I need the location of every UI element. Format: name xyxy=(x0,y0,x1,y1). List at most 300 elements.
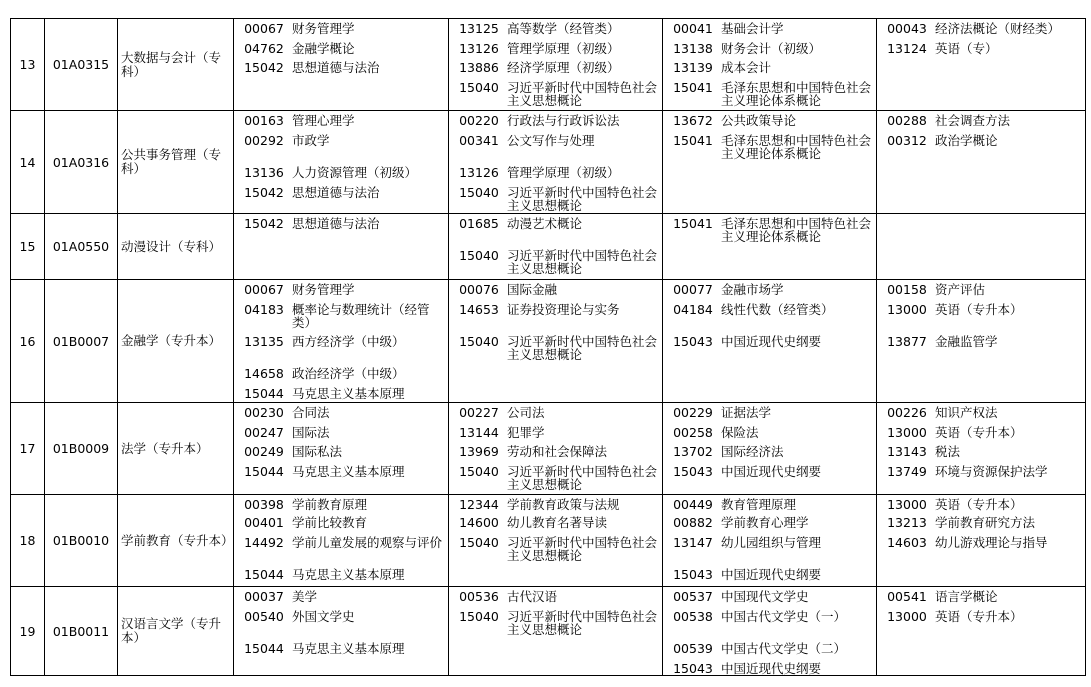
course-name: 财务会计（初级） xyxy=(721,41,822,56)
course-code: 15043 xyxy=(673,661,713,676)
course-name: 学前比较教育 xyxy=(292,515,368,530)
course-item xyxy=(236,166,446,180)
course-item xyxy=(451,61,660,75)
major-name: 动漫设计（专科） xyxy=(118,214,234,280)
major-code: 01A0550 xyxy=(45,214,118,280)
course-code: 00536 xyxy=(459,589,499,604)
course-item xyxy=(236,642,446,656)
course-item xyxy=(879,134,1083,148)
course-code: 13139 xyxy=(673,60,713,75)
row-number: 19 xyxy=(11,587,45,676)
course-item xyxy=(451,498,660,512)
course-item xyxy=(451,249,660,275)
course-code: 15043 xyxy=(673,334,713,349)
course-name: 中国近现代史纲要 xyxy=(721,567,822,582)
course-name: 幼儿游戏理论与指导 xyxy=(935,535,1048,550)
course-item xyxy=(879,536,1083,550)
course-item xyxy=(236,114,446,128)
course-name: 美学 xyxy=(292,589,318,604)
course-name: 财务管理学 xyxy=(292,282,355,297)
course-name: 公司法 xyxy=(507,405,545,420)
course-name: 思想道德与法治 xyxy=(292,185,380,200)
course-code: 13147 xyxy=(673,535,713,550)
course-item xyxy=(236,186,446,200)
course-item xyxy=(236,445,446,459)
course-group xyxy=(877,495,1086,587)
course-code: 00258 xyxy=(673,425,713,440)
course-group xyxy=(663,19,877,111)
course-code: 00230 xyxy=(244,405,284,420)
course-code: 00292 xyxy=(244,133,284,148)
course-code: 15040 xyxy=(459,535,499,550)
course-code: 14603 xyxy=(887,535,927,550)
course-group xyxy=(449,403,663,495)
course-name: 资产评估 xyxy=(935,282,986,297)
course-item xyxy=(236,22,446,36)
course-name: 保险法 xyxy=(721,425,759,440)
course-item xyxy=(451,590,660,604)
course-name: 证券投资理论与实务 xyxy=(507,302,620,317)
course-code: 13886 xyxy=(459,60,499,75)
major-name: 法学（专升本） xyxy=(118,403,234,495)
course-item xyxy=(236,387,446,401)
course-name: 管理学原理（初级） xyxy=(507,41,620,56)
course-code: 04183 xyxy=(244,302,284,317)
course-code: 00226 xyxy=(887,405,927,420)
course-group xyxy=(877,214,1086,280)
course-name: 毛泽东思想和中国特色社会主义理论体系概论 xyxy=(721,133,872,161)
course-code: 13125 xyxy=(459,21,499,36)
course-name: 中国现代文学史 xyxy=(721,589,809,604)
course-code: 00247 xyxy=(244,425,284,440)
course-code: 00537 xyxy=(673,589,713,604)
course-code: 13702 xyxy=(673,444,713,459)
major-code: 01B0010 xyxy=(45,495,118,587)
course-item xyxy=(451,114,660,128)
course-item xyxy=(236,367,446,381)
course-name: 合同法 xyxy=(292,405,330,420)
course-group xyxy=(449,19,663,111)
course-code: 15040 xyxy=(459,609,499,624)
course-code: 00249 xyxy=(244,444,284,459)
course-item xyxy=(665,536,874,550)
course-item xyxy=(451,81,660,107)
course-item xyxy=(665,81,874,107)
course-item xyxy=(665,590,874,604)
course-code: 14492 xyxy=(244,535,284,550)
course-name: 英语（专升本） xyxy=(935,302,1023,317)
course-item xyxy=(236,406,446,420)
row-number: 16 xyxy=(11,280,45,403)
course-item xyxy=(879,406,1083,420)
course-item xyxy=(451,406,660,420)
course-item xyxy=(879,590,1083,604)
course-name: 幼儿教育名著导读 xyxy=(507,515,608,530)
course-name: 国际法 xyxy=(292,425,330,440)
course-item xyxy=(451,22,660,36)
course-item xyxy=(451,283,660,297)
course-name: 中国古代文学史（二） xyxy=(721,641,847,656)
course-item xyxy=(665,217,874,243)
course-code: 13126 xyxy=(459,165,499,180)
course-item xyxy=(451,134,660,148)
course-name: 毛泽东思想和中国特色社会主义理论体系概论 xyxy=(721,216,872,244)
course-item xyxy=(236,335,446,349)
major-code: 01B0011 xyxy=(45,587,118,676)
course-code: 00043 xyxy=(887,21,927,36)
course-name: 马克思主义基本原理 xyxy=(292,567,405,582)
course-item xyxy=(236,568,446,582)
course-name: 英语（专升本） xyxy=(935,497,1023,512)
course-item xyxy=(879,42,1083,56)
course-item xyxy=(665,465,874,479)
course-name: 幼儿园组织与管理 xyxy=(721,535,822,550)
course-name: 金融学概论 xyxy=(292,41,355,56)
course-code: 13877 xyxy=(887,334,927,349)
course-item xyxy=(236,134,446,148)
course-item xyxy=(236,61,446,75)
table-row xyxy=(11,19,1086,111)
course-name: 中国近现代史纲要 xyxy=(721,661,822,676)
course-name: 马克思主义基本原理 xyxy=(292,464,405,479)
row-number: 14 xyxy=(11,111,45,214)
course-item xyxy=(665,610,874,624)
course-item xyxy=(451,445,660,459)
course-code: 13749 xyxy=(887,464,927,479)
course-item xyxy=(451,516,660,530)
course-item xyxy=(665,61,874,75)
course-name: 中国近现代史纲要 xyxy=(721,464,822,479)
course-item xyxy=(879,465,1083,479)
course-code: 13000 xyxy=(887,425,927,440)
course-item xyxy=(665,42,874,56)
course-name: 英语（专） xyxy=(935,41,998,56)
course-name: 知识产权法 xyxy=(935,405,998,420)
course-code: 00341 xyxy=(459,133,499,148)
course-code: 13135 xyxy=(244,334,284,349)
table-row xyxy=(11,214,1086,280)
course-code: 15040 xyxy=(459,464,499,479)
course-group xyxy=(449,214,663,280)
row-number: 13 xyxy=(11,19,45,111)
course-name: 思想道德与法治 xyxy=(292,216,380,231)
course-item xyxy=(665,426,874,440)
course-code: 13138 xyxy=(673,41,713,56)
exam-schedule-table xyxy=(10,18,1086,676)
course-group xyxy=(663,403,877,495)
course-group xyxy=(877,403,1086,495)
course-code: 00540 xyxy=(244,609,284,624)
course-code: 15040 xyxy=(459,248,499,263)
course-name: 环境与资源保护法学 xyxy=(935,464,1048,479)
course-item xyxy=(236,217,446,231)
course-code: 00041 xyxy=(673,21,713,36)
course-name: 思想道德与法治 xyxy=(292,60,380,75)
course-name: 习近平新时代中国特色社会主义思想概论 xyxy=(507,609,658,637)
course-name: 动漫艺术概论 xyxy=(507,216,583,231)
course-name: 公共政策导论 xyxy=(721,113,797,128)
major-code: 01A0316 xyxy=(45,111,118,214)
course-code: 15040 xyxy=(459,80,499,95)
course-code: 15044 xyxy=(244,567,284,582)
course-name: 成本会计 xyxy=(721,60,772,75)
course-group xyxy=(449,587,663,676)
course-group xyxy=(449,111,663,214)
course-name: 管理学原理（初级） xyxy=(507,165,620,180)
course-item xyxy=(236,498,446,512)
course-name: 金融监管学 xyxy=(935,334,998,349)
course-item xyxy=(879,22,1083,36)
course-code: 13126 xyxy=(459,41,499,56)
course-code: 00077 xyxy=(673,282,713,297)
course-name: 劳动和社会保障法 xyxy=(507,444,608,459)
course-code: 14600 xyxy=(459,515,499,530)
course-item xyxy=(879,114,1083,128)
course-item xyxy=(451,303,660,317)
course-name: 高等数学（经管类） xyxy=(507,21,620,36)
course-name: 马克思主义基本原理 xyxy=(292,641,405,656)
course-name: 基础会计学 xyxy=(721,21,784,36)
course-name: 证据法学 xyxy=(721,405,772,420)
course-name: 中国近现代史纲要 xyxy=(721,334,822,349)
course-group xyxy=(663,280,877,403)
course-code: 14658 xyxy=(244,366,284,381)
course-item xyxy=(451,426,660,440)
table-row xyxy=(11,111,1086,214)
course-item xyxy=(451,186,660,212)
course-item xyxy=(665,134,874,160)
course-code: 15044 xyxy=(244,386,284,401)
course-name: 学前教育政策与法规 xyxy=(507,497,620,512)
course-code: 00076 xyxy=(459,282,499,297)
course-name: 马克思主义基本原理 xyxy=(292,386,405,401)
course-name: 线性代数（经管类） xyxy=(721,302,834,317)
row-number: 18 xyxy=(11,495,45,587)
course-name: 公文写作与处理 xyxy=(507,133,595,148)
course-name: 学前教育原理 xyxy=(292,497,368,512)
course-code: 00538 xyxy=(673,609,713,624)
course-item xyxy=(665,335,874,349)
course-item xyxy=(451,610,660,636)
course-code: 01685 xyxy=(459,216,499,231)
course-code: 15041 xyxy=(673,216,713,231)
course-group xyxy=(663,495,877,587)
course-code: 00312 xyxy=(887,133,927,148)
course-item xyxy=(236,610,446,624)
course-item xyxy=(665,283,874,297)
table-row xyxy=(11,495,1086,587)
course-name: 政治学概论 xyxy=(935,133,998,148)
row-number: 17 xyxy=(11,403,45,495)
course-code: 00037 xyxy=(244,589,284,604)
course-name: 市政学 xyxy=(292,133,330,148)
course-code: 00541 xyxy=(887,589,927,604)
course-group xyxy=(663,111,877,214)
course-code: 15042 xyxy=(244,185,284,200)
course-item xyxy=(236,283,446,297)
course-code: 15043 xyxy=(673,464,713,479)
major-name: 公共事务管理（专科） xyxy=(118,111,234,214)
course-item xyxy=(451,335,660,361)
course-code: 04762 xyxy=(244,41,284,56)
course-code: 00288 xyxy=(887,113,927,128)
course-name: 语言学概论 xyxy=(935,589,998,604)
course-name: 习近平新时代中国特色社会主义思想概论 xyxy=(507,248,658,276)
course-item xyxy=(879,516,1083,530)
course-item xyxy=(451,42,660,56)
course-item xyxy=(879,610,1083,624)
course-name: 概率论与数理统计（经管类） xyxy=(292,302,430,330)
course-code: 15041 xyxy=(673,133,713,148)
course-name: 外国文学史 xyxy=(292,609,355,624)
course-name: 毛泽东思想和中国特色社会主义理论体系概论 xyxy=(721,80,872,108)
course-group xyxy=(877,111,1086,214)
course-name: 西方经济学（中级） xyxy=(292,334,405,349)
course-code: 00539 xyxy=(673,641,713,656)
major-code: 01A0315 xyxy=(45,19,118,111)
course-item xyxy=(665,406,874,420)
course-name: 管理心理学 xyxy=(292,113,355,128)
course-item xyxy=(236,590,446,604)
course-group xyxy=(234,495,449,587)
course-item xyxy=(665,445,874,459)
course-item xyxy=(451,536,660,562)
course-code: 00067 xyxy=(244,282,284,297)
course-group xyxy=(234,587,449,676)
course-code: 00401 xyxy=(244,515,284,530)
course-code: 00449 xyxy=(673,497,713,512)
course-name: 经济学原理（初级） xyxy=(507,60,620,75)
course-item xyxy=(879,283,1083,297)
course-code: 00067 xyxy=(244,21,284,36)
course-item xyxy=(236,516,446,530)
course-item xyxy=(665,22,874,36)
course-name: 习近平新时代中国特色社会主义思想概论 xyxy=(507,464,658,492)
course-name: 财务管理学 xyxy=(292,21,355,36)
course-code: 15042 xyxy=(244,216,284,231)
course-item xyxy=(451,166,660,180)
course-code: 12344 xyxy=(459,497,499,512)
course-code: 13124 xyxy=(887,41,927,56)
course-item xyxy=(665,498,874,512)
course-item xyxy=(665,114,874,128)
course-code: 13969 xyxy=(459,444,499,459)
course-code: 00229 xyxy=(673,405,713,420)
course-group xyxy=(234,280,449,403)
course-group xyxy=(877,280,1086,403)
table-row xyxy=(11,587,1086,676)
course-code: 13136 xyxy=(244,165,284,180)
table-body xyxy=(11,19,1086,676)
course-name: 犯罪学 xyxy=(507,425,545,440)
course-code: 15040 xyxy=(459,185,499,200)
major-name: 学前教育（专升本） xyxy=(118,495,234,587)
course-name: 习近平新时代中国特色社会主义思想概论 xyxy=(507,185,658,213)
course-name: 习近平新时代中国特色社会主义思想概论 xyxy=(507,535,658,563)
course-code: 15043 xyxy=(673,567,713,582)
course-item xyxy=(665,303,874,317)
course-code: 00227 xyxy=(459,405,499,420)
course-code: 13213 xyxy=(887,515,927,530)
course-code: 13143 xyxy=(887,444,927,459)
major-code: 01B0009 xyxy=(45,403,118,495)
course-group xyxy=(449,495,663,587)
course-item xyxy=(665,568,874,582)
course-code: 00163 xyxy=(244,113,284,128)
course-code: 13000 xyxy=(887,302,927,317)
course-name: 社会调查方法 xyxy=(935,113,1011,128)
course-group xyxy=(234,19,449,111)
course-code: 13000 xyxy=(887,609,927,624)
course-code: 15044 xyxy=(244,464,284,479)
course-code: 13000 xyxy=(887,497,927,512)
course-item xyxy=(665,642,874,656)
course-code: 00220 xyxy=(459,113,499,128)
table-row xyxy=(11,280,1086,403)
major-name: 大数据与会计（专科） xyxy=(118,19,234,111)
course-name: 学前教育心理学 xyxy=(721,515,809,530)
course-name: 行政法与行政诉讼法 xyxy=(507,113,620,128)
course-code: 15044 xyxy=(244,641,284,656)
major-name: 汉语言文学（专升本） xyxy=(118,587,234,676)
course-item xyxy=(879,445,1083,459)
course-name: 学前教育研究方法 xyxy=(935,515,1036,530)
course-code: 15042 xyxy=(244,60,284,75)
major-code: 01B0007 xyxy=(45,280,118,403)
course-name: 国际金融 xyxy=(507,282,558,297)
course-item xyxy=(665,516,874,530)
course-name: 税法 xyxy=(935,444,961,459)
course-group xyxy=(877,587,1086,676)
course-group xyxy=(449,280,663,403)
course-code: 14653 xyxy=(459,302,499,317)
course-item xyxy=(236,426,446,440)
course-item xyxy=(879,498,1083,512)
course-name: 英语（专升本） xyxy=(935,609,1023,624)
course-name: 国际经济法 xyxy=(721,444,784,459)
course-code: 04184 xyxy=(673,302,713,317)
course-name: 习近平新时代中国特色社会主义思想概论 xyxy=(507,80,658,108)
major-name: 金融学（专升本） xyxy=(118,280,234,403)
course-item xyxy=(236,42,446,56)
course-name: 英语（专升本） xyxy=(935,425,1023,440)
table-row xyxy=(11,403,1086,495)
course-item xyxy=(879,426,1083,440)
course-item xyxy=(451,465,660,491)
course-name: 中国古代文学史（一） xyxy=(721,609,847,624)
course-group xyxy=(877,19,1086,111)
course-group xyxy=(663,214,877,280)
course-item xyxy=(879,303,1083,317)
course-name: 国际私法 xyxy=(292,444,343,459)
course-name: 政治经济学（中级） xyxy=(292,366,405,381)
course-name: 经济法概论（财经类） xyxy=(935,21,1061,36)
course-group xyxy=(234,111,449,214)
course-name: 习近平新时代中国特色社会主义思想概论 xyxy=(507,334,658,362)
course-name: 人力资源管理（初级） xyxy=(292,165,418,180)
course-group xyxy=(663,587,877,676)
course-group xyxy=(234,403,449,495)
course-name: 学前儿童发展的观察与评价 xyxy=(292,535,443,550)
course-item xyxy=(665,662,874,676)
course-item xyxy=(879,335,1083,349)
course-code: 13144 xyxy=(459,425,499,440)
course-code: 00882 xyxy=(673,515,713,530)
course-item xyxy=(236,303,446,329)
course-item xyxy=(236,536,446,550)
course-name: 古代汉语 xyxy=(507,589,558,604)
course-code: 00158 xyxy=(887,282,927,297)
